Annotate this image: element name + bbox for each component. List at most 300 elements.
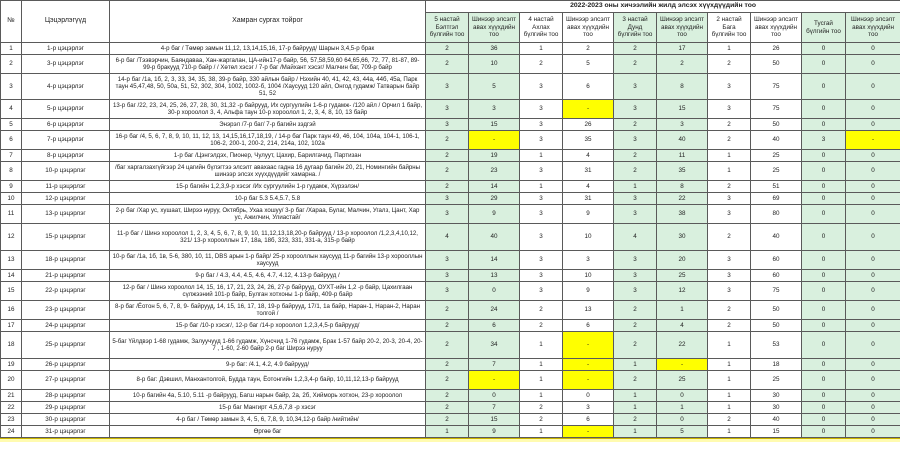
value-cell-col-3[interactable]: 1 xyxy=(520,150,563,162)
value-cell-col-3[interactable]: 3 xyxy=(520,74,563,100)
value-cell-col-2[interactable]: 15 xyxy=(469,119,520,131)
value-cell-col-1[interactable]: 3 xyxy=(426,193,469,205)
school-name[interactable]: 27-р цэцэрлэг xyxy=(22,371,110,390)
value-cell-col-8[interactable]: 75 xyxy=(751,74,802,100)
value-cell-col-9[interactable]: 0 xyxy=(802,359,846,371)
row-number[interactable]: 10 xyxy=(1,193,22,205)
value-cell-col-7[interactable]: 3 xyxy=(708,282,751,301)
service-area[interactable]: 16-р баг /4, 5, 6, 7, 8, 9, 10, 11, 12, 13, 14,15,16,17,18,19, / 14-р баг Парк таун 49, 46, 104, 104а, 104-1, 106-1, 106-2, 200-1, 200-2, 214, 214а, 102, 102а xyxy=(110,131,426,150)
service-area[interactable]: 4-р баг / Төмөр замын 11,12, 13,14,15,16, 17-р байрууд/ Шарын 3,4,5-р брак xyxy=(110,43,426,55)
value-cell-col-3[interactable]: 3 xyxy=(520,131,563,150)
value-cell-col-7[interactable]: 3 xyxy=(708,193,751,205)
value-cell-col-10[interactable]: 0 xyxy=(846,414,900,426)
value-cell-col-8[interactable]: 50 xyxy=(751,55,802,74)
value-cell-col-10[interactable]: 0 xyxy=(846,100,900,119)
service-area[interactable]: 6-р баг /Тээвэрчин, Баяндавaа, Хан-жаргалан, ЦА-ийн17-р байр, 56, 57,58,59,60 64,65,66, 72, 77, 81-87, 89-99-р бракууд 710-р байр / / Хөтөл хэсэг / 7-р баг /Майхант хэсэг/ Малчин баг, 709-р байр xyxy=(110,55,426,74)
value-cell-col-3[interactable]: 2 xyxy=(520,414,563,426)
row-number[interactable]: 18 xyxy=(1,332,22,359)
value-cell-col-5[interactable]: 2 xyxy=(614,150,657,162)
value-cell-col-7[interactable]: 1 xyxy=(708,150,751,162)
value-cell-col-9[interactable]: 0 xyxy=(802,301,846,320)
value-cell-col-8[interactable]: 75 xyxy=(751,100,802,119)
value-cell-col-9[interactable]: 0 xyxy=(802,282,846,301)
value-cell-col-1[interactable]: 2 xyxy=(426,320,469,332)
value-cell-col-6[interactable]: 0 xyxy=(657,414,708,426)
value-cell-col-2[interactable]: 10 xyxy=(469,55,520,74)
value-cell-col-6[interactable]: 40 xyxy=(657,131,708,150)
row-number[interactable]: 21 xyxy=(1,390,22,402)
school-name[interactable]: 4-р цэцэрлэг xyxy=(22,74,110,100)
value-cell-col-2[interactable]: - xyxy=(469,131,520,150)
value-cell-col-9[interactable]: 0 xyxy=(802,426,846,438)
value-cell-col-6[interactable]: 15 xyxy=(657,100,708,119)
school-name[interactable]: 6-р цэцэрлэг xyxy=(22,119,110,131)
value-cell-col-5[interactable]: 3 xyxy=(614,270,657,282)
row-number[interactable]: 20 xyxy=(1,371,22,390)
service-area[interactable]: Энэрэл /7-р баг/ 7-р багийн зэдгэй xyxy=(110,119,426,131)
value-cell-col-10[interactable]: 0 xyxy=(846,181,900,193)
value-cell-col-7[interactable]: 1 xyxy=(708,390,751,402)
value-cell-col-8[interactable]: 60 xyxy=(751,270,802,282)
value-cell-col-3[interactable]: 3 xyxy=(520,100,563,119)
value-cell-col-4[interactable]: 4 xyxy=(563,150,614,162)
value-cell-col-4[interactable]: 6 xyxy=(563,74,614,100)
value-cell-col-6[interactable]: 1 xyxy=(657,402,708,414)
value-cell-col-9[interactable]: 3 xyxy=(802,131,846,150)
value-cell-col-3[interactable]: 2 xyxy=(520,55,563,74)
service-area[interactable]: 1-р баг /Цэнгэлдэх, Пионер, Чулуут, Цахир, Барилгачид, Партизан xyxy=(110,150,426,162)
value-cell-col-3[interactable]: 1 xyxy=(520,390,563,402)
row-number[interactable]: 22 xyxy=(1,402,22,414)
service-area[interactable]: 13-р баг /22, 23, 24, 25, 26, 27, 28, 30, 31,32 -р байрууд, Их сургуулийн 1-6-р гудамж- /120 айл / Орчил 1 байр, 30-р хороолол 3, 4, Альфа таун 10-р хороолол 1, 2, 3, 4, 8, 10, 13 байр xyxy=(110,100,426,119)
service-area[interactable]: 10-р баг /1а, 1б, 1в, 5-6, 380, 10, 11, DBS арын 1-р байр/ 25-р хорооллын хаусууд 11-р багийн 13-р хорооллын хаусууд xyxy=(110,251,426,270)
value-cell-col-4[interactable]: - xyxy=(563,100,614,119)
row-number[interactable]: 17 xyxy=(1,320,22,332)
value-cell-col-6[interactable]: 11 xyxy=(657,150,708,162)
value-cell-col-3[interactable]: 1 xyxy=(520,359,563,371)
value-cell-col-6[interactable]: 8 xyxy=(657,181,708,193)
value-cell-col-4[interactable]: 26 xyxy=(563,119,614,131)
value-cell-col-2[interactable]: 0 xyxy=(469,282,520,301)
value-cell-col-6[interactable]: 5 xyxy=(657,426,708,438)
value-cell-col-4[interactable]: - xyxy=(563,426,614,438)
value-cell-col-4[interactable]: 6 xyxy=(563,320,614,332)
value-cell-col-4[interactable]: 9 xyxy=(563,282,614,301)
value-cell-col-5[interactable]: 1 xyxy=(614,426,657,438)
value-cell-col-6[interactable]: 8 xyxy=(657,74,708,100)
value-cell-col-1[interactable]: 3 xyxy=(426,270,469,282)
value-cell-col-2[interactable]: 7 xyxy=(469,402,520,414)
service-area[interactable]: 8-р баг: Дэвшил, Манхантолгой, Будда таун, Ёотонгийн 1,2,3,4-р байр, 10,11,12,13-р байрууд xyxy=(110,371,426,390)
value-cell-col-10[interactable]: 0 xyxy=(846,55,900,74)
row-number[interactable]: 14 xyxy=(1,270,22,282)
value-cell-col-9[interactable]: 0 xyxy=(802,390,846,402)
value-cell-col-5[interactable]: 2 xyxy=(614,414,657,426)
value-cell-col-6[interactable]: 25 xyxy=(657,371,708,390)
value-cell-col-5[interactable]: 3 xyxy=(614,205,657,224)
value-cell-col-8[interactable]: 18 xyxy=(751,359,802,371)
school-name[interactable]: 12-р цэцэрлэг xyxy=(22,193,110,205)
value-cell-col-10[interactable]: 0 xyxy=(846,224,900,251)
value-cell-col-7[interactable]: 2 xyxy=(708,55,751,74)
value-cell-col-5[interactable]: 2 xyxy=(614,332,657,359)
value-cell-col-5[interactable]: 3 xyxy=(614,251,657,270)
value-cell-col-9[interactable]: 0 xyxy=(802,320,846,332)
row-number[interactable]: 5 xyxy=(1,119,22,131)
value-cell-col-8[interactable]: 40 xyxy=(751,224,802,251)
value-cell-col-2[interactable]: 40 xyxy=(469,224,520,251)
value-cell-col-1[interactable]: 1 xyxy=(426,426,469,438)
value-cell-col-3[interactable]: 1 xyxy=(520,371,563,390)
value-cell-col-7[interactable]: 3 xyxy=(708,270,751,282)
value-cell-col-3[interactable]: 2 xyxy=(520,320,563,332)
value-cell-col-2[interactable]: 23 xyxy=(469,162,520,181)
value-cell-col-7[interactable]: 1 xyxy=(708,402,751,414)
value-cell-col-9[interactable]: 0 xyxy=(802,162,846,181)
value-cell-col-10[interactable]: 0 xyxy=(846,205,900,224)
value-cell-col-4[interactable]: 0 xyxy=(563,390,614,402)
school-name[interactable]: 30-р цэцэрлэг xyxy=(22,414,110,426)
row-number[interactable]: 7 xyxy=(1,150,22,162)
row-number[interactable]: 15 xyxy=(1,282,22,301)
school-name[interactable]: 13-р цэцэрлэг xyxy=(22,205,110,224)
value-cell-col-2[interactable]: 7 xyxy=(469,359,520,371)
value-cell-col-7[interactable]: 1 xyxy=(708,359,751,371)
value-cell-col-10[interactable]: 0 xyxy=(846,402,900,414)
value-cell-col-10[interactable]: 0 xyxy=(846,320,900,332)
value-cell-col-2[interactable]: 24 xyxy=(469,301,520,320)
value-cell-col-5[interactable]: 1 xyxy=(614,181,657,193)
value-cell-col-10[interactable]: 0 xyxy=(846,282,900,301)
value-cell-col-8[interactable]: 53 xyxy=(751,332,802,359)
school-name[interactable]: 26-р цэцэрлэг xyxy=(22,359,110,371)
value-cell-col-8[interactable]: 60 xyxy=(751,251,802,270)
value-cell-col-8[interactable]: 75 xyxy=(751,282,802,301)
value-cell-col-2[interactable]: 14 xyxy=(469,181,520,193)
value-cell-col-3[interactable]: 3 xyxy=(520,119,563,131)
school-name[interactable]: 10-р цэцэрлэг xyxy=(22,162,110,181)
value-cell-col-9[interactable]: 0 xyxy=(802,55,846,74)
value-cell-col-2[interactable]: 36 xyxy=(469,43,520,55)
row-number[interactable]: 12 xyxy=(1,224,22,251)
row-number[interactable]: 2 xyxy=(1,55,22,74)
value-cell-col-7[interactable]: 2 xyxy=(708,131,751,150)
row-number[interactable]: 6 xyxy=(1,131,22,150)
school-name[interactable]: 25-р цэцэрлэг xyxy=(22,332,110,359)
value-cell-col-7[interactable]: 3 xyxy=(708,251,751,270)
value-cell-col-4[interactable]: 35 xyxy=(563,131,614,150)
value-cell-col-6[interactable]: 3 xyxy=(657,119,708,131)
value-cell-col-5[interactable]: 2 xyxy=(614,119,657,131)
value-cell-col-2[interactable]: 14 xyxy=(469,251,520,270)
value-cell-col-1[interactable]: 2 xyxy=(426,371,469,390)
row-number[interactable]: 24 xyxy=(1,426,22,438)
value-cell-col-4[interactable]: 31 xyxy=(563,162,614,181)
value-cell-col-5[interactable]: 2 xyxy=(614,371,657,390)
value-cell-col-7[interactable]: 3 xyxy=(708,74,751,100)
value-cell-col-10[interactable]: 0 xyxy=(846,119,900,131)
value-cell-col-5[interactable]: 3 xyxy=(614,282,657,301)
value-cell-col-5[interactable]: 4 xyxy=(614,224,657,251)
value-cell-col-9[interactable]: 0 xyxy=(802,43,846,55)
school-name[interactable]: 5-р цэцэрлэг xyxy=(22,100,110,119)
row-number[interactable]: 23 xyxy=(1,414,22,426)
school-name[interactable]: 24-р цэцэрлэг xyxy=(22,320,110,332)
service-area[interactable]: 12-р баг / Шинэ хороолол 14, 15, 16, 17, 21, 23, 24, 26, 27-р байрууд, ОУХТ-ийн 1,2 -р байр, Цахилгаан сүлжээний 101-р байр, Булган хотхоны 1-р байр, 409-р байр xyxy=(110,282,426,301)
value-cell-col-9[interactable]: 0 xyxy=(802,181,846,193)
value-cell-col-5[interactable]: 2 xyxy=(614,301,657,320)
value-cell-col-9[interactable]: 0 xyxy=(802,100,846,119)
value-cell-col-6[interactable]: - xyxy=(657,359,708,371)
value-cell-col-6[interactable]: 1 xyxy=(657,301,708,320)
value-cell-col-10[interactable]: 0 xyxy=(846,390,900,402)
value-cell-col-9[interactable]: 0 xyxy=(802,414,846,426)
value-cell-col-2[interactable]: 19 xyxy=(469,150,520,162)
value-cell-col-3[interactable]: 3 xyxy=(520,270,563,282)
value-cell-col-2[interactable]: 34 xyxy=(469,332,520,359)
value-cell-col-10[interactable]: 0 xyxy=(846,74,900,100)
value-cell-col-4[interactable]: 5 xyxy=(563,55,614,74)
value-cell-col-10[interactable]: 0 xyxy=(846,162,900,181)
value-cell-col-4[interactable]: 2 xyxy=(563,43,614,55)
value-cell-col-8[interactable]: 15 xyxy=(751,426,802,438)
school-name[interactable]: 22-р цэцэрлэг xyxy=(22,282,110,301)
value-cell-col-7[interactable]: 1 xyxy=(708,332,751,359)
value-cell-col-9[interactable]: 0 xyxy=(802,150,846,162)
value-cell-col-9[interactable]: 0 xyxy=(802,224,846,251)
value-cell-col-10[interactable]: 0 xyxy=(846,193,900,205)
value-cell-col-1[interactable]: 3 xyxy=(426,100,469,119)
value-cell-col-7[interactable]: 2 xyxy=(708,119,751,131)
value-cell-col-9[interactable]: 0 xyxy=(802,193,846,205)
value-cell-col-8[interactable]: 30 xyxy=(751,402,802,414)
value-cell-col-6[interactable]: 38 xyxy=(657,205,708,224)
value-cell-col-1[interactable]: 2 xyxy=(426,402,469,414)
value-cell-col-9[interactable]: 0 xyxy=(802,332,846,359)
value-cell-col-1[interactable]: 2 xyxy=(426,55,469,74)
value-cell-col-8[interactable]: 80 xyxy=(751,205,802,224)
value-cell-col-1[interactable]: 3 xyxy=(426,119,469,131)
value-cell-col-7[interactable]: 3 xyxy=(708,205,751,224)
service-area[interactable]: 4-р баг / Төмөр замын 3, 4, 5, 6, 7,8, 9, 10,34,12-р байр /нийтийн/ xyxy=(110,414,426,426)
value-cell-col-5[interactable]: 2 xyxy=(614,162,657,181)
value-cell-col-9[interactable]: 0 xyxy=(802,119,846,131)
value-cell-col-7[interactable]: 1 xyxy=(708,426,751,438)
value-cell-col-7[interactable]: 2 xyxy=(708,414,751,426)
value-cell-col-6[interactable]: 35 xyxy=(657,162,708,181)
value-cell-col-6[interactable]: 22 xyxy=(657,332,708,359)
service-area[interactable]: 15-р багийн 1,2,3,9-р хэсэг /Их сургуулийн 1-р гудамж, Хүрээлэн/ xyxy=(110,181,426,193)
school-name[interactable]: 15-р цэцэрлэг xyxy=(22,224,110,251)
value-cell-col-3[interactable]: 3 xyxy=(520,205,563,224)
service-area[interactable]: 11-р баг / Шинэ хороолол 1, 2, 3, 4, 5, 6, 7, 8, 9, 10, 11,12,13,18,20-р байрууд / 13-р хороолол /1,2,3,4,10,12, 321/ 13-р хорооллын 17, 18а, 18б, 323, 331, 331-а, 315-р байр xyxy=(110,224,426,251)
value-cell-col-10[interactable]: 0 xyxy=(846,270,900,282)
value-cell-col-4[interactable]: 6 xyxy=(563,414,614,426)
school-name[interactable]: 28-р цэцэрлэг xyxy=(22,390,110,402)
value-cell-col-9[interactable]: 0 xyxy=(802,74,846,100)
value-cell-col-4[interactable]: 10 xyxy=(563,224,614,251)
value-cell-col-6[interactable]: 4 xyxy=(657,320,708,332)
value-cell-col-7[interactable]: 1 xyxy=(708,371,751,390)
value-cell-col-5[interactable]: 2 xyxy=(614,320,657,332)
value-cell-col-9[interactable]: 0 xyxy=(802,402,846,414)
value-cell-col-8[interactable]: 30 xyxy=(751,390,802,402)
school-name[interactable]: 23-р цэцэрлэг xyxy=(22,301,110,320)
row-number[interactable]: 3 xyxy=(1,74,22,100)
value-cell-col-7[interactable]: 2 xyxy=(708,301,751,320)
value-cell-col-1[interactable]: 3 xyxy=(426,205,469,224)
school-name[interactable]: 29-р цэцэрлэг xyxy=(22,402,110,414)
value-cell-col-3[interactable]: 1 xyxy=(520,181,563,193)
value-cell-col-10[interactable]: 0 xyxy=(846,150,900,162)
row-number[interactable]: 1 xyxy=(1,43,22,55)
service-area[interactable]: 10-р багийн 4а, 5.10, 5.11 -р байрууд, Багш нарын байр, 2а, 2б, Хийморь хотхон, 23-р хороолол xyxy=(110,390,426,402)
value-cell-col-2[interactable]: 15 xyxy=(469,414,520,426)
value-cell-col-8[interactable]: 50 xyxy=(751,119,802,131)
value-cell-col-7[interactable]: 2 xyxy=(708,224,751,251)
value-cell-col-10[interactable]: 0 xyxy=(846,301,900,320)
school-name[interactable]: 11-р цэцэрлэг xyxy=(22,181,110,193)
value-cell-col-6[interactable]: 30 xyxy=(657,224,708,251)
value-cell-col-2[interactable]: 6 xyxy=(469,320,520,332)
value-cell-col-6[interactable]: 12 xyxy=(657,282,708,301)
value-cell-col-1[interactable]: 2 xyxy=(426,332,469,359)
value-cell-col-3[interactable]: 3 xyxy=(520,282,563,301)
value-cell-col-1[interactable]: 2 xyxy=(426,390,469,402)
value-cell-col-5[interactable]: 1 xyxy=(614,359,657,371)
value-cell-col-6[interactable]: 0 xyxy=(657,390,708,402)
value-cell-col-5[interactable]: 3 xyxy=(614,131,657,150)
value-cell-col-8[interactable]: 69 xyxy=(751,193,802,205)
row-number[interactable]: 16 xyxy=(1,301,22,320)
value-cell-col-6[interactable]: 25 xyxy=(657,270,708,282)
row-number[interactable]: 19 xyxy=(1,359,22,371)
value-cell-col-3[interactable]: 2 xyxy=(520,301,563,320)
value-cell-col-9[interactable]: 0 xyxy=(802,251,846,270)
value-cell-col-8[interactable]: 50 xyxy=(751,301,802,320)
row-number[interactable]: 13 xyxy=(1,251,22,270)
value-cell-col-4[interactable]: 3 xyxy=(563,251,614,270)
value-cell-col-5[interactable]: 1 xyxy=(614,402,657,414)
value-cell-col-2[interactable]: 9 xyxy=(469,205,520,224)
value-cell-col-4[interactable]: 3 xyxy=(563,402,614,414)
value-cell-col-10[interactable]: 0 xyxy=(846,359,900,371)
value-cell-col-2[interactable]: 13 xyxy=(469,270,520,282)
value-cell-col-7[interactable]: 3 xyxy=(708,100,751,119)
value-cell-col-3[interactable]: 1 xyxy=(520,426,563,438)
value-cell-col-4[interactable]: - xyxy=(563,371,614,390)
value-cell-col-8[interactable]: 51 xyxy=(751,181,802,193)
value-cell-col-8[interactable]: 25 xyxy=(751,150,802,162)
value-cell-col-1[interactable]: 4 xyxy=(426,224,469,251)
value-cell-col-8[interactable]: 25 xyxy=(751,371,802,390)
school-name[interactable]: 8-р цэцэрлэг xyxy=(22,150,110,162)
value-cell-col-3[interactable]: 1 xyxy=(520,43,563,55)
value-cell-col-10[interactable]: 0 xyxy=(846,426,900,438)
value-cell-col-2[interactable]: 5 xyxy=(469,74,520,100)
value-cell-col-1[interactable]: 2 xyxy=(426,359,469,371)
value-cell-col-3[interactable]: 2 xyxy=(520,402,563,414)
value-cell-col-1[interactable]: 3 xyxy=(426,74,469,100)
value-cell-col-9[interactable]: 0 xyxy=(802,270,846,282)
value-cell-col-6[interactable]: 17 xyxy=(657,43,708,55)
row-number[interactable]: 8 xyxy=(1,162,22,181)
school-name[interactable]: 18-р цэцэрлэг xyxy=(22,251,110,270)
value-cell-col-4[interactable]: 9 xyxy=(563,205,614,224)
value-cell-col-7[interactable]: 2 xyxy=(708,181,751,193)
value-cell-col-8[interactable]: 26 xyxy=(751,43,802,55)
service-area[interactable]: /баг харгалзахгүйгээр 24 цагийн бүлэгтээ элсэлт авахаас гадна 16 дугаар багийн 20, 21, Номингийн байрны шинээр элсэх хүүхдүүдийг хамарна. / xyxy=(110,162,426,181)
school-name[interactable]: 7-р цэцэрлэг xyxy=(22,131,110,150)
school-name[interactable]: 3-р цэцэрлэг xyxy=(22,55,110,74)
service-area[interactable]: 15-р баг Мангирт 4,5,6,7,8 -р хэсэг xyxy=(110,402,426,414)
value-cell-col-6[interactable]: 2 xyxy=(657,55,708,74)
value-cell-col-8[interactable]: 50 xyxy=(751,320,802,332)
value-cell-col-5[interactable]: 2 xyxy=(614,55,657,74)
service-area[interactable]: 2-р баг /Хар ус, хушаат, Ширээ нуруу, Октябрь, Ухаа хошуу/ 3-р баг /Харaa, Булаг, Малчин, Угалз, Цант, Хар ус, Ажилчин, Улиастай/ xyxy=(110,205,426,224)
service-area[interactable]: 10-р баг 5.3 5.4,5.7, 5.8 xyxy=(110,193,426,205)
school-name[interactable]: 1-р цэцэрлэг xyxy=(22,43,110,55)
value-cell-col-2[interactable]: 29 xyxy=(469,193,520,205)
value-cell-col-1[interactable]: 3 xyxy=(426,251,469,270)
value-cell-col-10[interactable]: 0 xyxy=(846,371,900,390)
value-cell-col-4[interactable]: - xyxy=(563,359,614,371)
value-cell-col-10[interactable]: 0 xyxy=(846,43,900,55)
value-cell-col-2[interactable]: 9 xyxy=(469,426,520,438)
value-cell-col-2[interactable]: 3 xyxy=(469,100,520,119)
school-name[interactable]: 31-р цэцэрлэг xyxy=(22,426,110,438)
value-cell-col-2[interactable]: - xyxy=(469,371,520,390)
value-cell-col-5[interactable]: 1 xyxy=(614,390,657,402)
value-cell-col-7[interactable]: 1 xyxy=(708,43,751,55)
service-area[interactable]: 5-баг Үйлдвэр 1-68 гудамж, Залуучууд 1-66 гудамж, Хүнсчид 1-76 гудамж, Брак 1-57 байр 20-2, 20-3, 20-4, 20-7 , 1-60, 2-60 байр 2-р баг Ширээ нуруу xyxy=(110,332,426,359)
value-cell-col-10[interactable]: - xyxy=(846,131,900,150)
value-cell-col-10[interactable]: 0 xyxy=(846,332,900,359)
value-cell-col-10[interactable]: 0 xyxy=(846,251,900,270)
row-number[interactable]: 4 xyxy=(1,100,22,119)
value-cell-col-3[interactable]: 1 xyxy=(520,332,563,359)
value-cell-col-3[interactable]: 3 xyxy=(520,162,563,181)
value-cell-col-8[interactable]: 40 xyxy=(751,414,802,426)
value-cell-col-9[interactable]: 0 xyxy=(802,371,846,390)
value-cell-col-1[interactable]: 2 xyxy=(426,414,469,426)
value-cell-col-1[interactable]: 2 xyxy=(426,181,469,193)
service-area[interactable]: 14-р баг /1а, 1б, 2, 3, 33, 34, 35, 38, 39-р байр, 330 айлын байр / Нэхийн 40, 41, 42, 43, 44а, 44б, 45а, Парк таун 45,47,48, 50, 50а, 51, 52, 302, 304, 1002, 1002-б, 1004 /Хаусууд 120 айл, Онгод гудамж/ Татварын байр 51, 52 xyxy=(110,74,426,100)
service-area[interactable]: 9-р баг: /4.1, 4.2, 4.9 байрууд/ xyxy=(110,359,426,371)
value-cell-col-6[interactable]: 20 xyxy=(657,251,708,270)
value-cell-col-5[interactable]: 2 xyxy=(614,43,657,55)
value-cell-col-5[interactable]: 3 xyxy=(614,100,657,119)
value-cell-col-4[interactable]: 13 xyxy=(563,301,614,320)
value-cell-col-5[interactable]: 3 xyxy=(614,193,657,205)
value-cell-col-1[interactable]: 2 xyxy=(426,43,469,55)
service-area[interactable]: 8-р баг /Ёотон 5, 6, 7, 8, 9- байрууд, 14, 15, 16, 17, 18, 19-р байрууд, 17/1, 1а байр, Наран-1, Наран-2, Наран толгой / xyxy=(110,301,426,320)
service-area[interactable]: Өргөө баг xyxy=(110,426,426,438)
value-cell-col-9[interactable]: 0 xyxy=(802,205,846,224)
value-cell-col-1[interactable]: 2 xyxy=(426,162,469,181)
row-number[interactable]: 11 xyxy=(1,205,22,224)
row-number[interactable]: 9 xyxy=(1,181,22,193)
service-area[interactable]: 9-р баг / 4.3, 4.4, 4.5, 4.6, 4.7, 4.12, 4.13-р байрууд / xyxy=(110,270,426,282)
value-cell-col-4[interactable]: 4 xyxy=(563,181,614,193)
service-area[interactable]: 15-р баг /10-р хэсэг/, 12-р баг /14-р хороолол 1,2,3,4,5-р байрууд/ xyxy=(110,320,426,332)
value-cell-col-8[interactable]: 25 xyxy=(751,162,802,181)
value-cell-col-1[interactable]: 2 xyxy=(426,150,469,162)
value-cell-col-7[interactable]: 1 xyxy=(708,162,751,181)
value-cell-col-5[interactable]: 3 xyxy=(614,74,657,100)
value-cell-col-4[interactable]: - xyxy=(563,332,614,359)
value-cell-col-1[interactable]: 2 xyxy=(426,301,469,320)
